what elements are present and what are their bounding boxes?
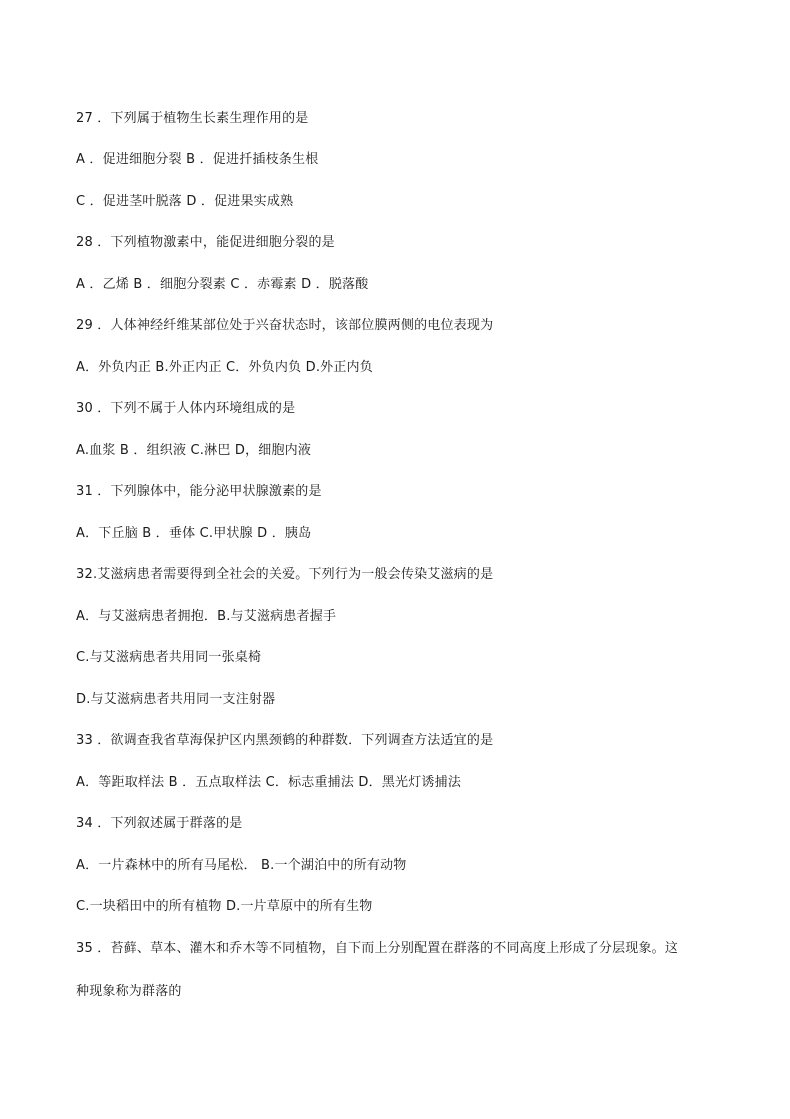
question-32-stem: 32.艾滋病患者需要得到全社会的关爱。下列行为一般会传染艾滋病的是: [76, 567, 494, 582]
question-34-options-ab: A．一片森林中的所有马尾松． B.一个湖泊中的所有动物: [76, 858, 407, 873]
question-33-options: A．等距取样法 B ．五点取样法 C．标志重捕法 D．黑光灯诱捕法: [76, 775, 462, 790]
question-28-stem: 28 ．下列植物激素中，能促进细胞分裂的是: [76, 235, 335, 250]
question-33-stem: 33 ．欲调查我省草海保护区内黑颈鹤的种群数．下列调查方法适宜的是: [76, 733, 494, 748]
question-35-stem: 35 ．苔藓、草本、灌木和乔木等不同植物，自下而上分别配置在群落的不同高度上形成了分层现象。这: [76, 941, 679, 956]
question-30-options: A.血浆 B ．组织液 C.淋巴 D，细胞内液: [76, 443, 312, 458]
question-34-stem: 34 ．下列叙述属于群落的是: [76, 816, 243, 831]
question-34-options-cd: C.一块稻田中的所有植物 D.一片草原中的所有生物: [76, 899, 373, 914]
question-32-option-c: C.与艾滋病患者共用同一张桌椅: [76, 650, 262, 665]
question-27-options-cd: C ．促进茎叶脱落 D ．促进果实成熟: [76, 194, 294, 209]
question-28-options: A ．乙烯 B ．细胞分裂素 C ．赤霉素 D ．脱落酸: [76, 277, 369, 292]
question-27-stem: 27 ．下列属于植物生长素生理作用的是: [76, 111, 309, 126]
question-29-options: A．外负内正 B.外正内正 C．外负内负 D.外正内负: [76, 360, 373, 375]
question-32-option-d: D.与艾滋病患者共用同一支注射器: [76, 692, 276, 707]
question-27-options-ab: A ．促进细胞分裂 B ．促进扦插枝条生根: [76, 152, 319, 167]
question-32-options-ab: A．与艾滋病患者拥抱．B.与艾滋病患者握手: [76, 609, 337, 624]
question-30-stem: 30 ．下列不属于人体内环境组成的是: [76, 401, 296, 416]
question-29-stem: 29 ．人体神经纤维某部位处于兴奋状态时，该部位膜两侧的电位表现为: [76, 318, 494, 333]
question-35-stem-continued: 种现象称为群落的: [76, 984, 182, 999]
question-31-stem: 31 ．下列腺体中，能分泌甲状腺激素的是: [76, 484, 322, 499]
question-31-options: A．下丘脑 B ．垂体 C.甲状腺 D ．胰岛: [76, 526, 312, 541]
